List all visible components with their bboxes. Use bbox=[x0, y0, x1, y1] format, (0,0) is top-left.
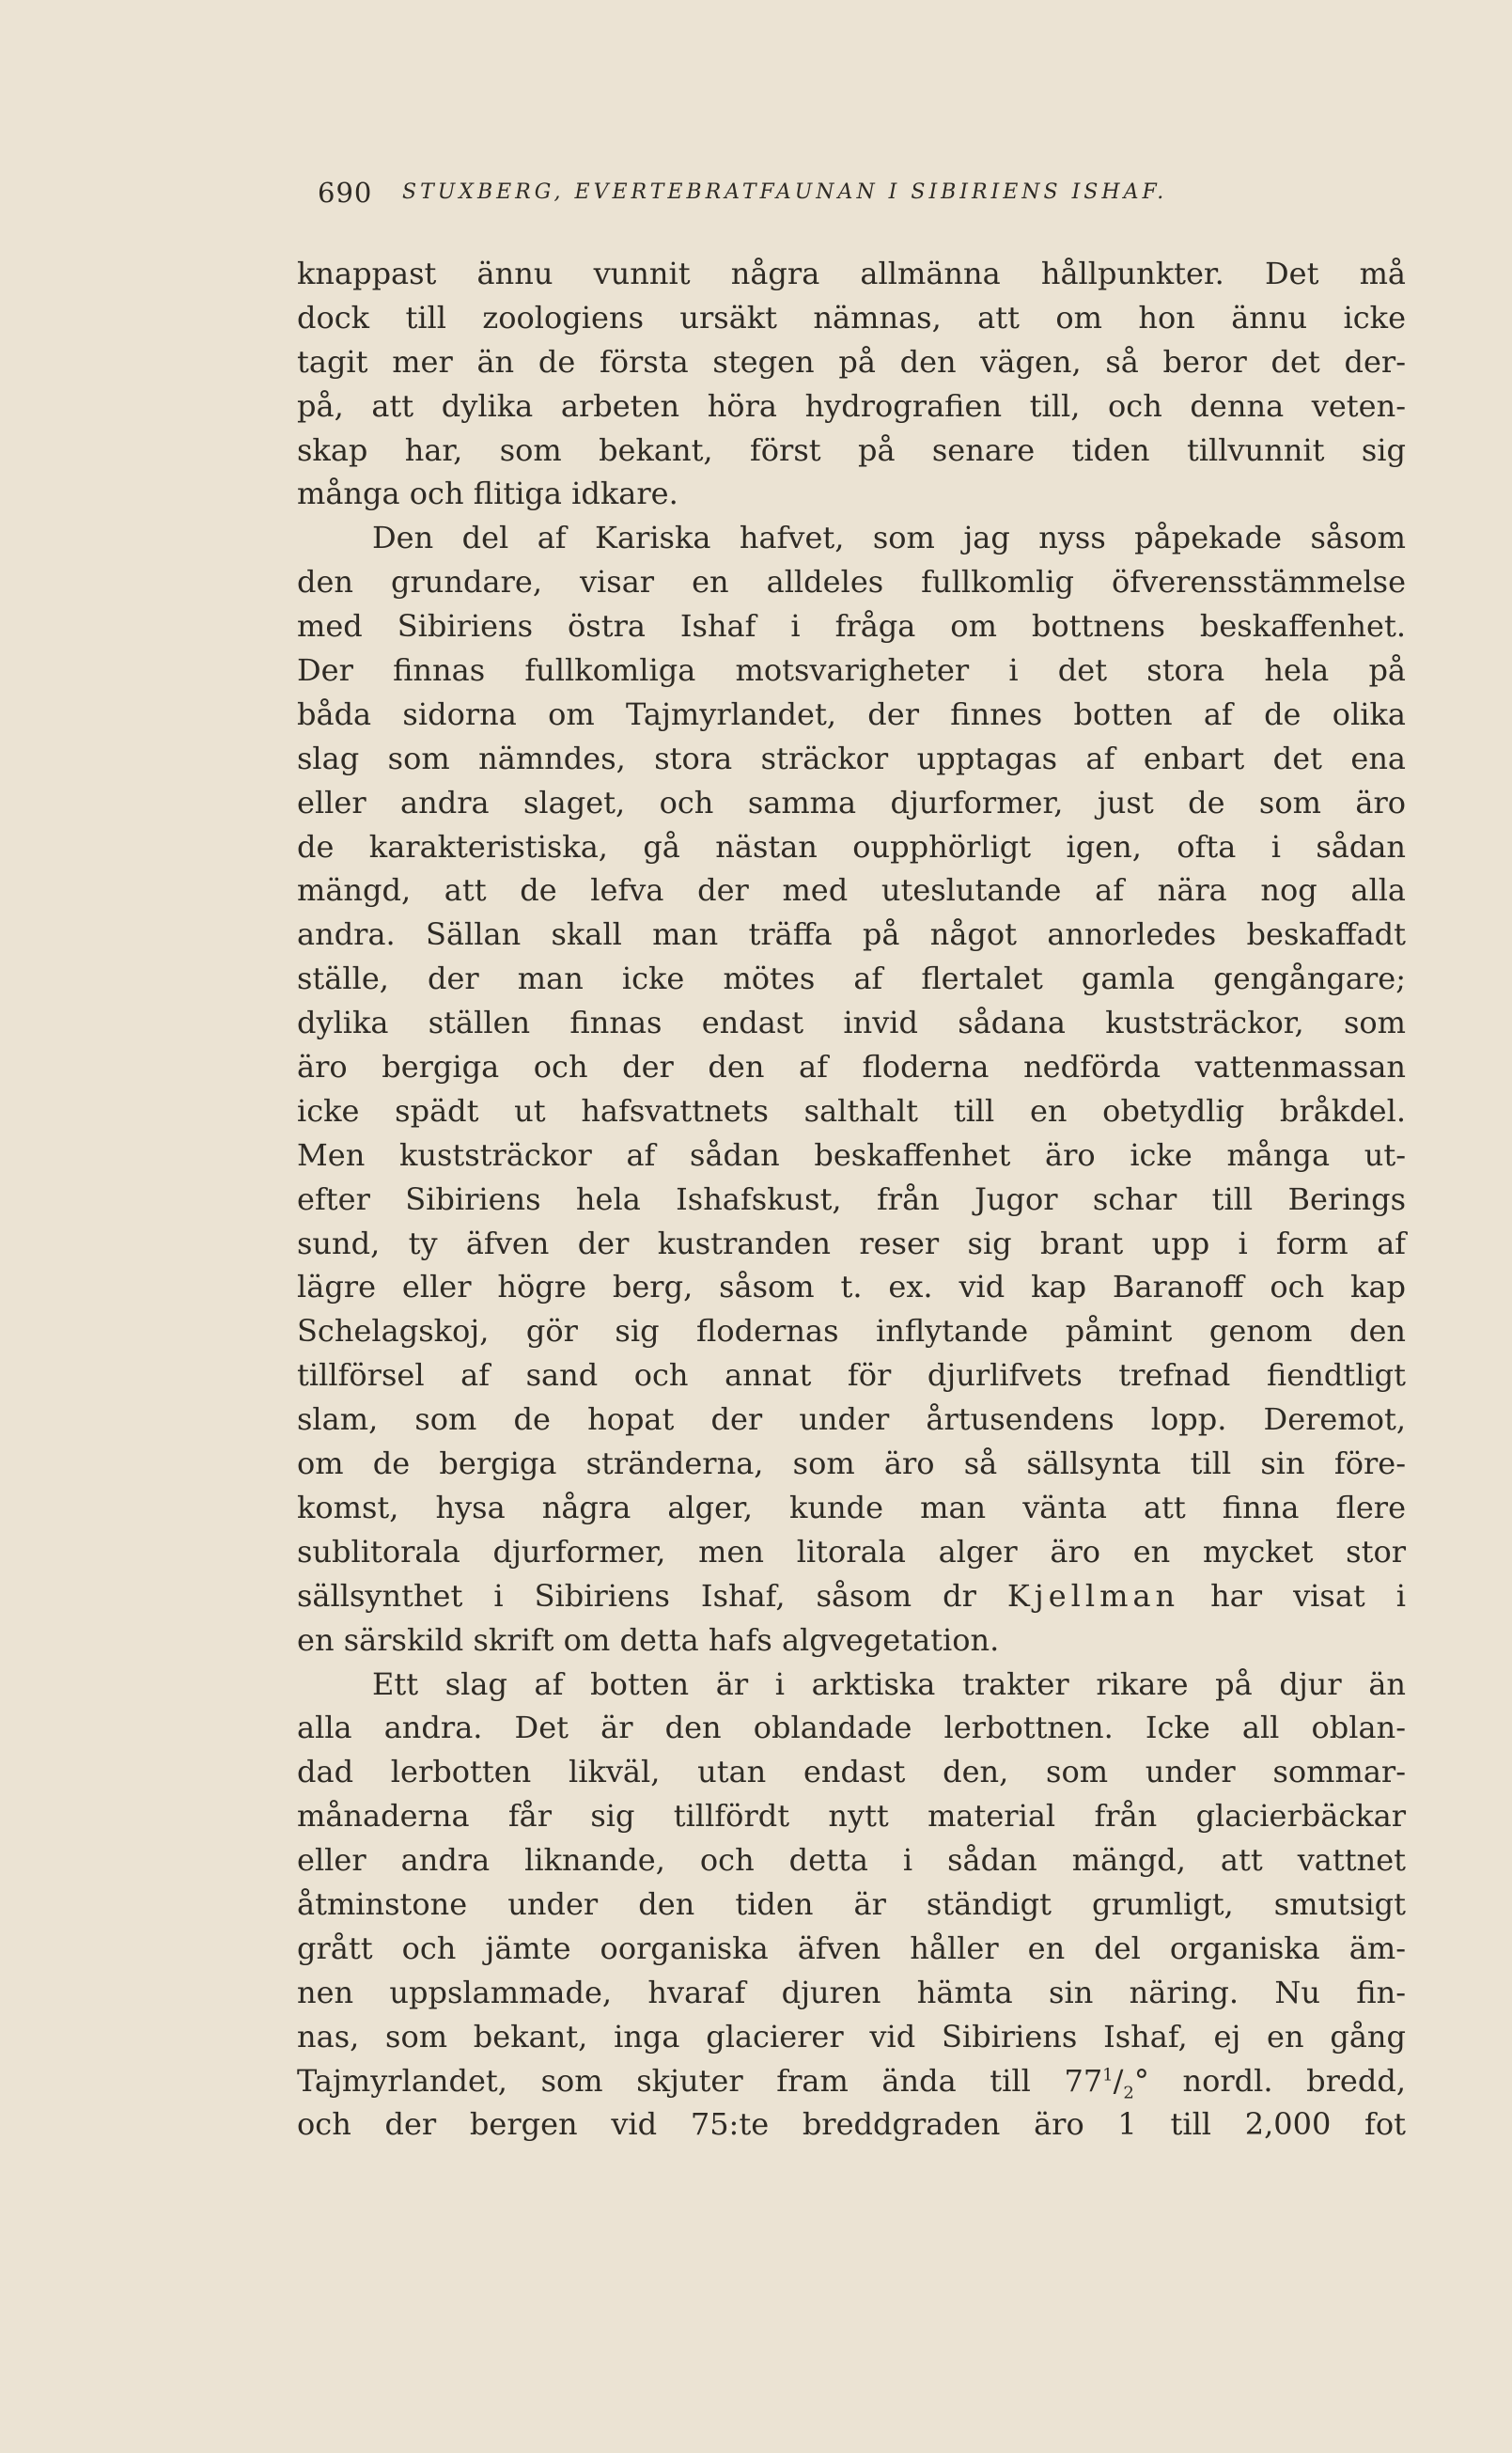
text-line: månaderna får sig tillfördt nytt material från glacierbäckar bbox=[297, 1798, 1406, 1835]
text-line: tillförsel af sand och annat för djurlifvets trefnad fiendtligt bbox=[297, 1357, 1406, 1394]
paragraph-start-line: Den del af Kariska hafvet, som jag nyss påpekade såsom bbox=[372, 520, 1406, 556]
text-line: andra. Sällan skall man träffa på något annorledes beskaffadt bbox=[297, 916, 1406, 953]
paragraph-start-line: Ett slag af botten är i arktiska trakter rikare på djur än bbox=[372, 1665, 1406, 1702]
text-line: med Sibiriens östra Ishaf i fråga om bottnens beskaffenhet. bbox=[297, 608, 1406, 645]
text-line: om de bergiga stränderna, som äro så sällsynta till sin före- bbox=[297, 1445, 1406, 1482]
text-line: komst, hysa några alger, kunde man vänta att finna flere bbox=[297, 1489, 1406, 1525]
body-text bbox=[297, 252, 1406, 2147]
text-line: och der bergen vid 75:te breddgraden äro 1 till 2,000 fot bbox=[297, 2106, 1406, 2143]
text-line: dylika ställen finnas endast invid sådana kuststräckor, som bbox=[297, 1005, 1406, 1041]
text-line: en särskild skrift om detta hafs algvegetation. bbox=[297, 1621, 1000, 1658]
fraction-numerator: 1 bbox=[1102, 2064, 1114, 2085]
text-line: åtminstone under den tiden är ständigt grumligt, smutsigt bbox=[297, 1885, 1406, 1922]
text-line: skap har, som bekant, först på senare tiden tillvunnit sig bbox=[297, 431, 1406, 468]
text-line: lägre eller högre berg, såsom t. ex. vid kap Baranoff och kap bbox=[297, 1269, 1406, 1305]
text-line: båda sidorna om Tajmyrlandet, der finnes botten af de olika bbox=[297, 695, 1406, 732]
text-line: grått och jämte oorganiska äfven håller en del organiska äm- bbox=[297, 1930, 1406, 1966]
text-line: många och flitiga idkare. bbox=[297, 476, 678, 512]
fraction-denominator: 2 bbox=[1123, 2082, 1134, 2102]
text-line: efter Sibiriens hela Ishafskust, från Jugor schar till Berings bbox=[297, 1180, 1406, 1217]
text-line: ställe, der man icke mötes af flertalet gamla gengångare; bbox=[297, 961, 1406, 997]
text-line: slam, som de hopat der under årtusendens lopp. Deremot, bbox=[297, 1401, 1406, 1438]
line-text: Tajmyrlandet, som skjuter fram ända till 77 bbox=[297, 2062, 1103, 2099]
text-line-with-author bbox=[297, 1574, 1406, 1618]
text-line: nen uppslammade, hvaraf djuren hämta sin näring. Nu fin- bbox=[297, 1974, 1406, 2010]
text-line: nas, som bekant, inga glacierer vid Sibiriens Ishaf, ej en gång bbox=[297, 2018, 1406, 2055]
text-line: eller andra slaget, och samma djurformer, just de som äro bbox=[297, 784, 1406, 820]
text-line: sund, ty äfven der kustranden reser sig brant upp i form af bbox=[297, 1225, 1406, 1261]
text-line: Schelagskoj, gör sig flodernas inflytande påmint genom den bbox=[297, 1313, 1406, 1350]
text-line: den grundare, visar en alldeles fullkomlig öfverensstämmelse bbox=[297, 564, 1406, 601]
text-line: icke spädt ut hafsvattnets salthalt till en obetydlig bråkdel. bbox=[297, 1092, 1406, 1129]
text-line: tagit mer än de första stegen på den vägen, så beror det der- bbox=[297, 343, 1406, 380]
text-line: dad lerbotten likväl, utan endast den, som under sommar- bbox=[297, 1754, 1406, 1790]
text-line: dock till zoologiens ursäkt nämnas, att om hon ännu icke bbox=[297, 299, 1406, 336]
page-number: 690 bbox=[318, 177, 373, 209]
text-line: eller andra liknande, och detta i sådan mängd, att vattnet bbox=[297, 1842, 1406, 1879]
text-line: de karakteristiska, gå nästan oupphörligt igen, ofta i sådan bbox=[297, 828, 1406, 865]
text-line: äro bergiga och der den af floderna nedförda vattenmassan bbox=[297, 1049, 1406, 1086]
page-header bbox=[318, 177, 1267, 214]
text-line-with-fraction: Tajmyrlandet, som skjuter fram ända till $77^1/_2^\circ$ nordl. bredd, bbox=[297, 2062, 1406, 2102]
text-line: sublitorala djurformer, men litorala alger äro en mycket stor bbox=[297, 1533, 1406, 1570]
author-name: Kjellman bbox=[1006, 1577, 1180, 1614]
text-line: slag som nämndes, stora sträckor upptagas af enbart det ena bbox=[297, 740, 1406, 776]
text-line: knappast ännu vunnit några allmänna hållpunkter. Det må bbox=[297, 256, 1406, 291]
text-line: alla andra. Det är den oblandade lerbottnen. Icke all oblan- bbox=[297, 1710, 1406, 1746]
text-line: Men kuststräckor af sådan beskaffenhet äro icke många ut- bbox=[297, 1136, 1406, 1173]
running-head: STUXBERG, EVERTEBRATFAUNAN I SIBIRIENS ISHAF. bbox=[402, 180, 1168, 204]
line-text: sällsynthet i Sibiriens Ishaf, såsom dr bbox=[297, 1577, 1007, 1614]
line-text-tail: har visat i bbox=[1179, 1577, 1407, 1614]
text-line: Der finnas fullkomliga motsvarigheter i det stora hela på bbox=[297, 652, 1406, 689]
line-text-tail: ° nordl. bredd, bbox=[1133, 2062, 1406, 2099]
text-line: på, att dylika arbeten höra hydrografien till, och denna veten- bbox=[297, 387, 1406, 424]
text-line: mängd, att de lefva der med uteslutande af nära nog alla bbox=[297, 872, 1406, 909]
